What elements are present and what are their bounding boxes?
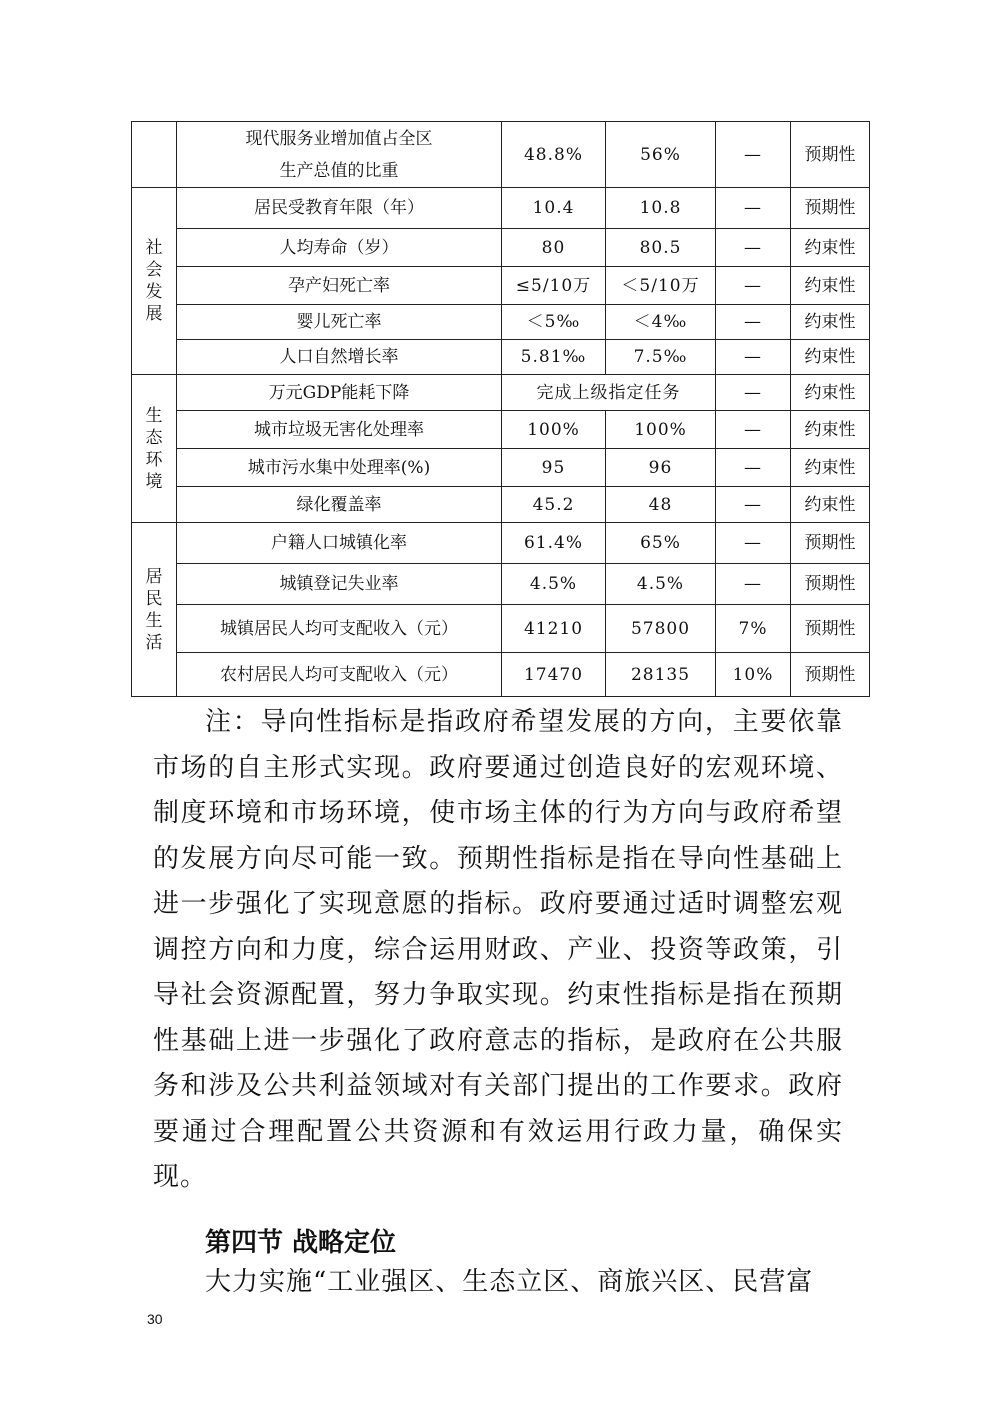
target-value: 57800 (606, 605, 716, 653)
indicator-name: 人口自然增长率 (177, 340, 502, 375)
table-row (132, 229, 870, 267)
indicator-kind: 预期性 (791, 564, 870, 605)
table-row (132, 188, 870, 229)
base-value: 45.2 (502, 487, 606, 523)
indicator-name: 孕产妇死亡率 (177, 267, 502, 305)
base-value: 41210 (502, 605, 606, 653)
table-row (132, 411, 870, 449)
indicator-name: 婴儿死亡率 (177, 305, 502, 340)
category-cell: 社会发展 (132, 188, 177, 375)
indicator-kind: 预期性 (791, 605, 870, 653)
table-row (132, 605, 870, 653)
growth-value: 10% (716, 653, 791, 697)
indicator-name: 绿化覆盖率 (177, 487, 502, 523)
base-value: 95 (502, 449, 606, 487)
page-number: 30 (147, 1311, 163, 1327)
growth-value: 7% (716, 605, 791, 653)
indicator-name: 现代服务业增加值占全区 生产总值的比重 (177, 122, 502, 188)
growth-value: — (716, 564, 791, 605)
section-paragraph: 大力实施“工业强区、生态立区、商旅兴区、民营富 (205, 1267, 814, 1297)
growth-value: — (716, 340, 791, 375)
growth-value: — (716, 305, 791, 340)
base-value: 80 (502, 229, 606, 267)
indicator-kind: 约束性 (791, 375, 870, 411)
table-row (132, 122, 870, 188)
indicator-kind: 预期性 (791, 188, 870, 229)
indicator-kind: 约束性 (791, 411, 870, 449)
table-row (132, 305, 870, 340)
table-row (132, 375, 870, 411)
target-value: 65% (606, 523, 716, 564)
section-heading: 第四节 战略定位 (205, 1228, 397, 1258)
target-value: 48 (606, 487, 716, 523)
target-value: 10.8 (606, 188, 716, 229)
target-value: 56% (606, 122, 716, 188)
indicator-kind: 预期性 (791, 653, 870, 697)
category-cell: 生态环境 (132, 375, 177, 523)
table-row (132, 267, 870, 305)
indicator-kind: 约束性 (791, 229, 870, 267)
table-row (132, 653, 870, 697)
indicator-name: 户籍人口城镇化率 (177, 523, 502, 564)
indicator-name: 城市垃圾无害化处理率 (177, 411, 502, 449)
table-row (132, 487, 870, 523)
base-value: ≤5/10万 (502, 267, 606, 305)
growth-value: — (716, 449, 791, 487)
indicator-name: 城镇居民人均可支配收入（元） (177, 605, 502, 653)
category-cell (132, 122, 177, 188)
growth-value: — (716, 188, 791, 229)
indicator-kind: 约束性 (791, 487, 870, 523)
target-value: 100% (606, 411, 716, 449)
indicator-name: 农村居民人均可支配收入（元） (177, 653, 502, 697)
table-row (132, 523, 870, 564)
target-value: 80.5 (606, 229, 716, 267)
indicator-kind: 预期性 (791, 523, 870, 564)
indicator-kind: 约束性 (791, 267, 870, 305)
note-paragraph: 注：导向性指标是指政府希望发展的方向，主要依靠市场的自主形式实现。政府要通过创造良好的宏观环境、制度环境和市场环境，使市场主体的行为方向与政府希望的发展方向尽可能一致。预期性指标是指在导向性基础上进一步强化了实现意愿的指标。政府要通过适时调整宏观调控方向和力度，综合运用财政、产业、投资等政策，引导社会资源配置，努力争取实现。约束性指标是指在预期性基础上进一步强化了政府意志的指标，是政府在公共服务和涉及公共利益领域对有关部门提出的工作要求。政府要通过合理配置公共资源和有效运用行政力量，确保实现。 (153, 707, 843, 1192)
target-value: 28135 (606, 653, 716, 697)
indicator-kind: 约束性 (791, 305, 870, 340)
indicator-kind: 预期性 (791, 122, 870, 188)
growth-value: — (716, 375, 791, 411)
growth-value: — (716, 411, 791, 449)
table-row (132, 449, 870, 487)
growth-value: — (716, 487, 791, 523)
merged-value: 完成上级指定任务 (502, 375, 716, 411)
indicator-name: 居民受教育年限（年） (177, 188, 502, 229)
base-value: 48.8% (502, 122, 606, 188)
indicator-table (131, 121, 870, 697)
base-value: 10.4 (502, 188, 606, 229)
growth-value: — (716, 267, 791, 305)
base-value: 4.5% (502, 564, 606, 605)
growth-value: — (716, 229, 791, 267)
table-row (132, 564, 870, 605)
indicator-kind: 约束性 (791, 340, 870, 375)
target-value: 96 (606, 449, 716, 487)
base-value: ＜5‰ (502, 305, 606, 340)
target-value: ＜4‰ (606, 305, 716, 340)
growth-value: — (716, 122, 791, 188)
indicator-name: 城镇登记失业率 (177, 564, 502, 605)
category-cell: 居民生活 (132, 523, 177, 697)
growth-value: — (716, 523, 791, 564)
indicator-name: 城市污水集中处理率(%) (177, 449, 502, 487)
table-row (132, 340, 870, 375)
target-value: 4.5% (606, 564, 716, 605)
indicator-name: 万元GDP能耗下降 (177, 375, 502, 411)
base-value: 17470 (502, 653, 606, 697)
target-value: ＜5/10万 (606, 267, 716, 305)
indicator-kind: 约束性 (791, 449, 870, 487)
base-value: 100% (502, 411, 606, 449)
base-value: 5.81‰ (502, 340, 606, 375)
base-value: 61.4% (502, 523, 606, 564)
target-value: 7.5‰ (606, 340, 716, 375)
indicator-name: 人均寿命（岁） (177, 229, 502, 267)
